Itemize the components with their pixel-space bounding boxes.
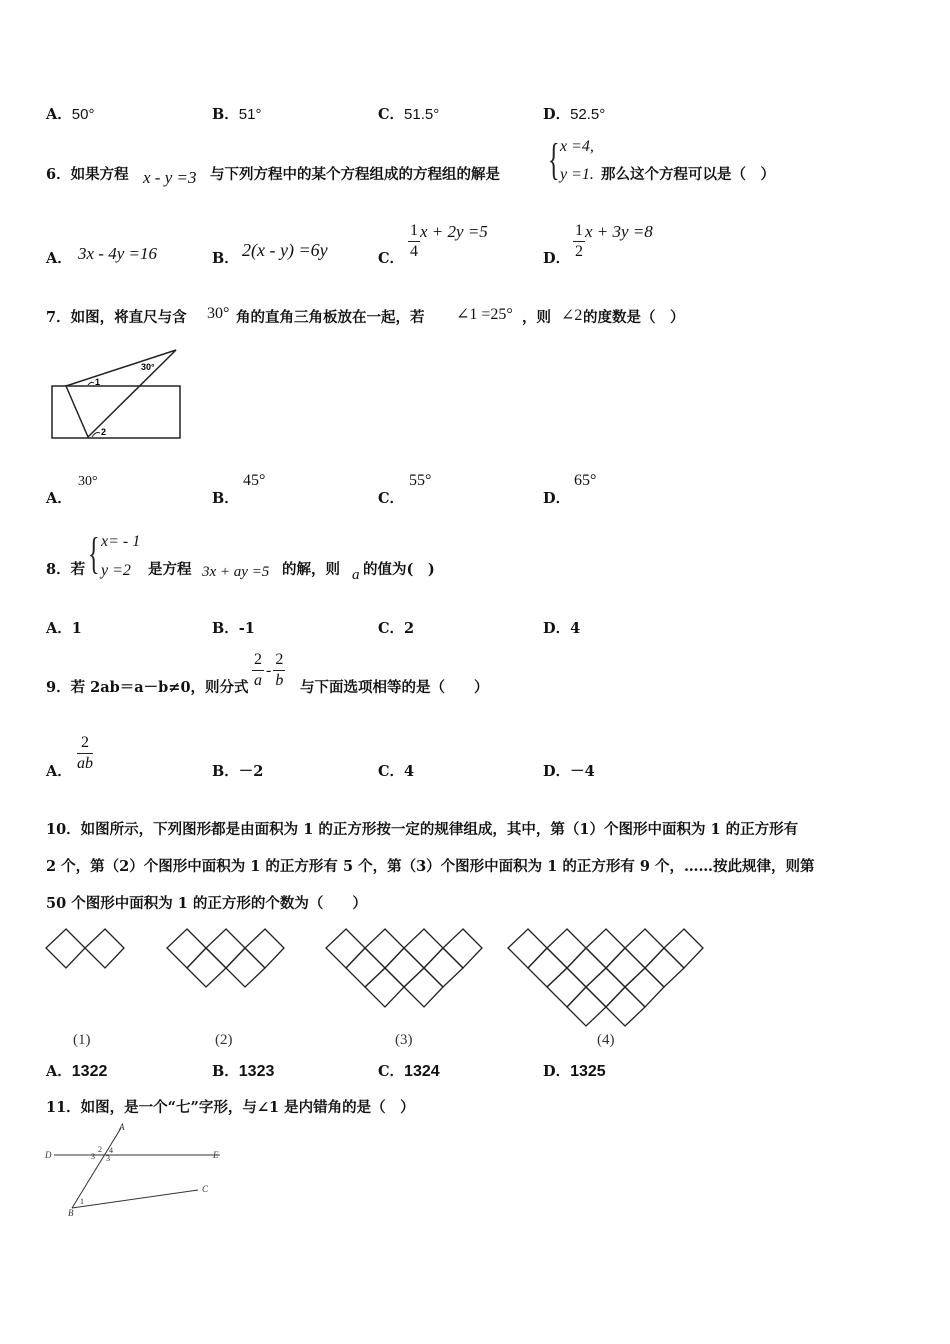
pattern-4 <box>508 929 703 1026</box>
q8-text-1: 8．若 <box>46 561 86 578</box>
q7-option-b: 45° <box>243 472 266 489</box>
q6-text-2: 与下列方程中的某个方程组成的方程组的解是 <box>210 166 500 183</box>
q9-text-1: 9．若 2ab＝a－b≠0，则分式 <box>46 679 249 696</box>
pattern-3 <box>326 929 482 1007</box>
q7-target-angle: ∠2 <box>561 307 583 324</box>
label-angle-2: 2 <box>98 1145 102 1154</box>
q6-text-1: 6．如果方程 <box>46 166 129 183</box>
q9-option-a-letter: A． <box>46 763 72 780</box>
label-a: A <box>119 1122 125 1132</box>
q10-line-3: 50 个图形中面积为 1 的正方形的个数为（ ） <box>46 895 367 912</box>
q6-solution-x: x =4, <box>560 138 594 155</box>
q7-option-d-letter: D． <box>543 490 571 507</box>
label-d: D <box>45 1150 52 1160</box>
q9-expression: $\frac{2}{a}$ - $\frac{2}{b}$ <box>254 651 284 689</box>
q7-angle-30: 30° <box>207 305 230 322</box>
q5-option-c: C．51.5° <box>378 106 440 123</box>
q6-text-3: 那么这个方程可以是（ ） <box>601 166 775 183</box>
q8-text-3: 的解，则 <box>282 561 340 578</box>
q7-option-d: 65° <box>574 472 597 489</box>
label-c: C <box>202 1184 209 1194</box>
q5-option-b: B．51° <box>212 106 262 123</box>
q7-text-2: 角的直角三角板放在一起，若 <box>236 309 425 326</box>
pattern-label-2: (2) <box>215 1032 233 1048</box>
ruler <box>52 386 180 438</box>
q6-option-a-letter: A． <box>46 250 72 267</box>
pattern-label-4: (4) <box>597 1032 615 1048</box>
q6-option-d: $\frac{1}{2}$ x + 3y =8 <box>575 221 653 260</box>
q7-option-a: 30° <box>78 474 98 489</box>
q6-option-c: $\frac{1}{4}$ x + 2y =5 <box>410 221 488 260</box>
q9-option-c: C．4 <box>378 763 415 780</box>
q9-option-b: B．－2 <box>212 763 264 780</box>
q7-text-1: 7．如图，将直尺与含 <box>46 309 187 326</box>
label-angle-5: 3 <box>106 1154 110 1163</box>
pattern-label-3: (3) <box>395 1032 413 1048</box>
label-b: B <box>68 1208 74 1218</box>
label-angle-1: 1 <box>80 1197 84 1206</box>
q6-option-b-letter: B． <box>212 250 239 267</box>
pattern-label-1: (1) <box>73 1032 91 1048</box>
q7-ruler-triangle-figure <box>48 345 188 445</box>
q11-seven-figure <box>40 1120 240 1220</box>
q5-option-a: A．50° <box>46 106 95 123</box>
label-angle-4: 4 <box>109 1146 113 1155</box>
q10-option-a: A．1322 <box>46 1063 108 1080</box>
q6-brace: { <box>548 135 560 184</box>
q8-option-a: A．1 <box>46 620 82 637</box>
q8-system-y: y =2 <box>101 562 131 579</box>
q7-option-c: 55° <box>409 472 432 489</box>
q8-variable: a <box>352 567 360 583</box>
q7-option-b-letter: B． <box>212 490 239 507</box>
q8-text-2: 是方程 <box>148 561 192 578</box>
q10-option-c: C．1324 <box>378 1063 440 1080</box>
q5-option-d: D．52.5° <box>543 106 606 123</box>
q9-option-a: $\frac{2}{ab}$ <box>77 734 93 772</box>
q8-system-x: x= - 1 <box>101 533 141 550</box>
triangle <box>66 350 176 437</box>
q10-line-2: 2 个，第（2）个图形中面积为 1 的正方形有 5 个，第（3）个图形中面积为 1 的正方形有 9 个，……按此规律，则第 <box>46 858 815 875</box>
q8-brace: { <box>88 529 100 578</box>
label-30: 30° <box>141 362 155 372</box>
q10-option-b: B．1323 <box>212 1063 275 1080</box>
q10-option-d: D．1325 <box>543 1063 606 1080</box>
q9-option-d: D．－4 <box>543 763 595 780</box>
label-e: E <box>213 1150 219 1160</box>
label-1: 1 <box>95 377 101 387</box>
q7-option-a-letter: A． <box>46 490 72 507</box>
q6-equation: x - y =3 <box>143 168 197 187</box>
q7-text-4: 的度数是（ ） <box>583 309 685 326</box>
angle2-arc <box>92 433 100 438</box>
q8-equation: 3x + ay =5 <box>202 564 270 580</box>
q8-option-c: C．2 <box>378 620 415 637</box>
q11-text: 11．如图，是一个“七”字形，与∠1 是内错角的是（ ） <box>46 1099 415 1116</box>
q7-text-3: ，则 <box>522 309 551 326</box>
q9-text-2: 与下面选项相等的是（ ） <box>300 679 489 696</box>
q6-solution-y: y =1. <box>560 166 594 183</box>
label-angle-3: 3 <box>91 1152 95 1161</box>
line-ab <box>72 1128 121 1208</box>
q6-option-d-letter: D． <box>543 250 571 267</box>
pattern-1 <box>46 929 124 968</box>
q6-option-b: 2(x - y) =6y <box>242 240 328 260</box>
q6-option-a: 3x - 4y =16 <box>78 244 157 263</box>
q7-condition: ∠1 =25° <box>456 306 513 323</box>
line-bc <box>72 1190 198 1208</box>
q10-squares-figure <box>40 920 720 1050</box>
angle1-arc <box>88 382 94 385</box>
pattern-2 <box>167 929 284 987</box>
q10-line-1: 10．如图所示，下列图形都是由面积为 1 的正方形按一定的规律组成，其中，第（1）个图形中面积为 1 的正方形有 <box>46 821 799 838</box>
label-2: 2 <box>101 427 107 437</box>
q7-option-c-letter: C． <box>378 490 405 507</box>
q8-option-d: D．4 <box>543 620 581 637</box>
q6-option-c-letter: C． <box>378 250 405 267</box>
q8-option-b: B．-1 <box>212 620 255 637</box>
q8-text-4: 的值为( ) <box>363 561 435 578</box>
